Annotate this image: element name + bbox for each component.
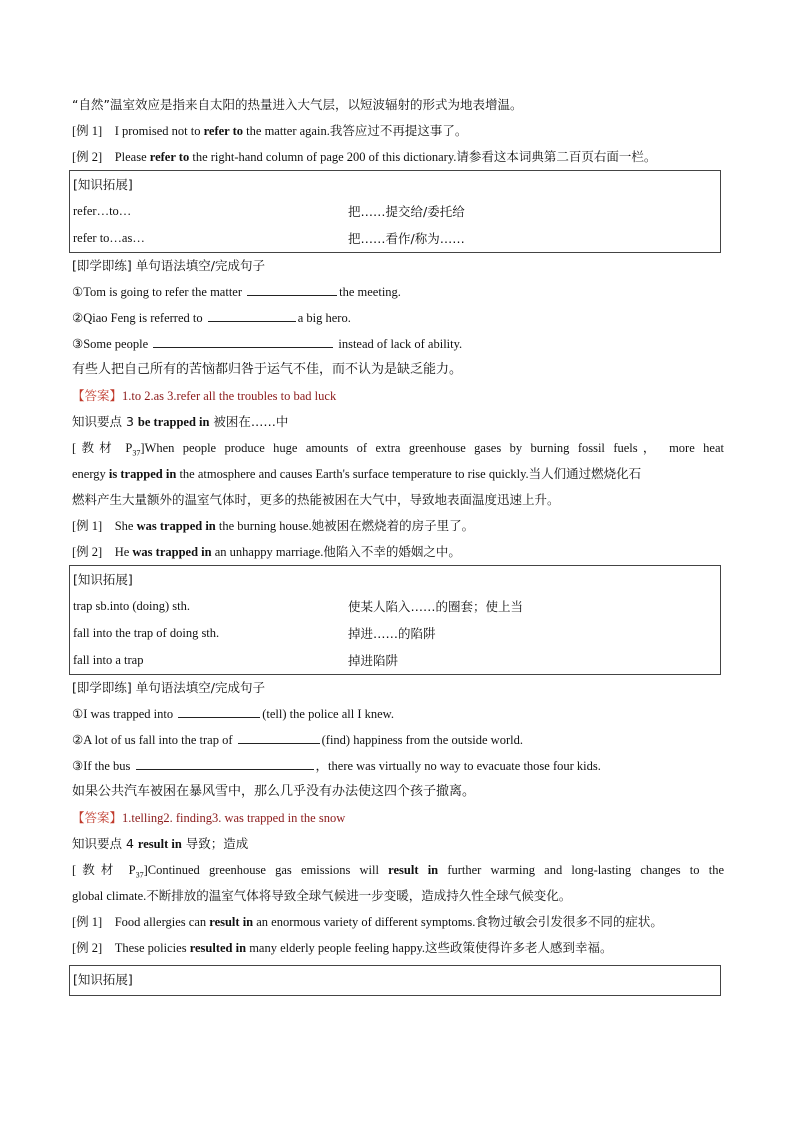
- question-text: instead of lack of ability.: [335, 337, 463, 351]
- extension-row: [73, 198, 717, 225]
- answer-blank[interactable]: [136, 755, 314, 770]
- practice-question-1: [72, 279, 724, 305]
- kp-label: 知识要点 4: [72, 836, 138, 851]
- question-text: ②A lot of us fall into the trap of: [72, 733, 236, 747]
- question-text: ，there was virtually no way to evacuate those four kids.: [315, 759, 601, 773]
- kp3-example-2: [72, 539, 724, 565]
- example-keyword: refer to: [203, 124, 244, 138]
- kp4-extension-box: [69, 965, 721, 996]
- extension-meaning: 掉进陷阱: [348, 653, 399, 668]
- extension-row: [73, 593, 717, 620]
- textbook-label: [教材 P: [72, 441, 133, 455]
- practice-question-2: [72, 727, 724, 753]
- practice-question-3: [72, 331, 724, 357]
- textbook-keyword: is trapped in: [108, 467, 177, 481]
- textbook-text: ]When people produce huge amounts of extra greenhouse gases by burning fossil fuels， more heat: [140, 441, 724, 455]
- kp4-example-2: [72, 935, 724, 961]
- kp-keyword: be trapped in: [137, 415, 210, 429]
- kp4-example-1: [72, 909, 724, 935]
- textbook-text: the atmosphere and causes Earth's surface temperature to rise quickly.当人们通过燃烧化石: [176, 467, 642, 481]
- textbook-text: ]Continued greenhouse gas emissions will: [143, 863, 389, 877]
- textbook-quote-line: [72, 461, 724, 487]
- extension-row: [73, 620, 717, 647]
- answer-blank[interactable]: [238, 729, 320, 744]
- example-text: an enormous variety of different symptoms.食物过敏会引发很多不同的症状。: [253, 915, 663, 929]
- kp3-extension-box: [69, 565, 721, 675]
- question-translation: 有些人把自己所有的苦恼都归咎于运气不佳，而不认为是缺乏能力。: [72, 362, 463, 377]
- example-keyword: resulted in: [189, 941, 247, 955]
- example-label: [例 1]: [72, 519, 103, 533]
- document-page: [72, 92, 724, 996]
- textbook-text: further warming and long-lasting changes to the: [438, 863, 725, 877]
- textbook-label: [教材 P: [72, 863, 136, 877]
- question-text: ③If the bus: [72, 759, 134, 773]
- answer-tag: 【答案】: [72, 810, 123, 825]
- example-text: an unhappy marriage.他陷入不幸的婚姻之中。: [211, 545, 461, 559]
- practice-title: [即学即练] 单句语法填空/完成句子: [72, 258, 265, 273]
- extension-title: [知识拓展]: [73, 177, 133, 192]
- example-text: the matter again.我答应过不再提这事了。: [243, 124, 468, 138]
- textbook-text: energy: [72, 467, 109, 481]
- answer-blank[interactable]: [178, 703, 260, 718]
- textbook-page: 37: [132, 448, 141, 458]
- practice-question-3: [72, 753, 724, 779]
- question-text: ①I was trapped into: [72, 707, 177, 721]
- answer-tag: 【答案】: [72, 388, 123, 403]
- example-text: the right-hand column of page 200 of this dictionary.请参看这本词典第二百页右面一栏。: [189, 150, 657, 164]
- example-text: I promised not to: [114, 124, 204, 138]
- answer-line: [72, 383, 724, 409]
- question-translation: 如果公共汽车被困在暴风雪中，那么几乎没有办法使这四个孩子撤离。: [72, 784, 476, 799]
- extension-meaning: 把……看作/称为……: [348, 231, 465, 246]
- question-text: ②Qiao Feng is referred to: [72, 311, 206, 325]
- textbook-quote-line: [72, 857, 724, 883]
- extension-title: [知识拓展]: [73, 572, 133, 587]
- textbook-quote-line: 燃料产生大量额外的温室气体时，更多的热能被困在大气中，导致地表面温度迅速上升。: [72, 492, 560, 507]
- example-text: He: [114, 545, 133, 559]
- kp-meaning: 被困在……中: [209, 414, 289, 429]
- extension-meaning: 使某人陷入……的圈套；使上当: [348, 599, 524, 614]
- extension-phrase: trap sb.into (doing) sth.: [73, 599, 191, 613]
- extension-phrase: refer…to…: [73, 204, 132, 218]
- question-text: (find) happiness from the outside world.: [321, 733, 523, 747]
- example-text: She: [114, 519, 137, 533]
- kp3-example-1: [72, 513, 724, 539]
- textbook-page: 37: [135, 870, 144, 880]
- extension-meaning: 掉进……的陷阱: [348, 626, 436, 641]
- practice-title: [即学即练] 单句语法填空/完成句子: [72, 680, 265, 695]
- question-text: the meeting.: [339, 285, 401, 299]
- extension-phrase: refer to…as…: [73, 231, 145, 245]
- answer-blank[interactable]: [208, 307, 296, 322]
- kp2-example-2: [72, 144, 724, 170]
- intro-text: “自然”温室效应是指来自太阳的热量进入大气层，以短波辐射的形式为地表增温。: [72, 97, 523, 112]
- answer-text: 1.telling2. finding3. was trapped in the snow: [122, 811, 346, 825]
- textbook-keyword: result in: [388, 863, 439, 877]
- kp-meaning: 导致；造成: [181, 836, 249, 851]
- example-label: [例 1]: [72, 124, 103, 138]
- answer-blank[interactable]: [247, 281, 337, 296]
- example-label: [例 1]: [72, 915, 103, 929]
- example-text: Please: [114, 150, 150, 164]
- practice-question-1: [72, 701, 724, 727]
- extension-meaning: 把……提交给/委托给: [348, 204, 465, 219]
- example-label: [例 2]: [72, 150, 103, 164]
- example-text: many elderly people feeling happy.这些政策使得许多老人感到幸福。: [246, 941, 613, 955]
- answer-text: 1.to 2.as 3.refer all the troubles to bad luck: [122, 389, 337, 403]
- knowledge-point-4-title: [72, 831, 724, 857]
- example-text: the burning house.她被困在燃烧着的房子里了。: [215, 519, 475, 533]
- extension-title: [知识拓展]: [73, 972, 133, 987]
- question-text: a big hero.: [297, 311, 351, 325]
- kp-label: 知识要点 3: [72, 414, 138, 429]
- answer-line: [72, 805, 724, 831]
- knowledge-point-3-title: [72, 409, 724, 435]
- example-keyword: was trapped in: [136, 519, 216, 533]
- example-text: These policies: [114, 941, 190, 955]
- example-keyword: was trapped in: [132, 545, 212, 559]
- question-text: ①Tom is going to refer the matter: [72, 285, 246, 299]
- example-keyword: refer to: [149, 150, 190, 164]
- example-text: Food allergies can: [114, 915, 210, 929]
- kp-keyword: result in: [137, 837, 182, 851]
- kp2-extension-box: [69, 170, 721, 253]
- example-keyword: result in: [209, 915, 254, 929]
- textbook-quote-line: [72, 435, 724, 461]
- question-text: (tell) the police all I knew.: [262, 707, 395, 721]
- example-label: [例 2]: [72, 545, 103, 559]
- answer-blank[interactable]: [153, 333, 333, 348]
- extension-row: [73, 647, 717, 674]
- textbook-quote-line: global climate.不断排放的温室气体将导致全球气候进一步变暖，造成持久性全球气候变化。: [72, 889, 572, 903]
- practice-question-2: [72, 305, 724, 331]
- extension-row: [73, 225, 717, 252]
- question-text: ③Some people: [72, 337, 152, 351]
- extension-phrase: fall into the trap of doing sth.: [73, 626, 220, 640]
- extension-phrase: fall into a trap: [73, 653, 144, 667]
- kp2-example-1: [72, 118, 724, 144]
- example-label: [例 2]: [72, 941, 103, 955]
